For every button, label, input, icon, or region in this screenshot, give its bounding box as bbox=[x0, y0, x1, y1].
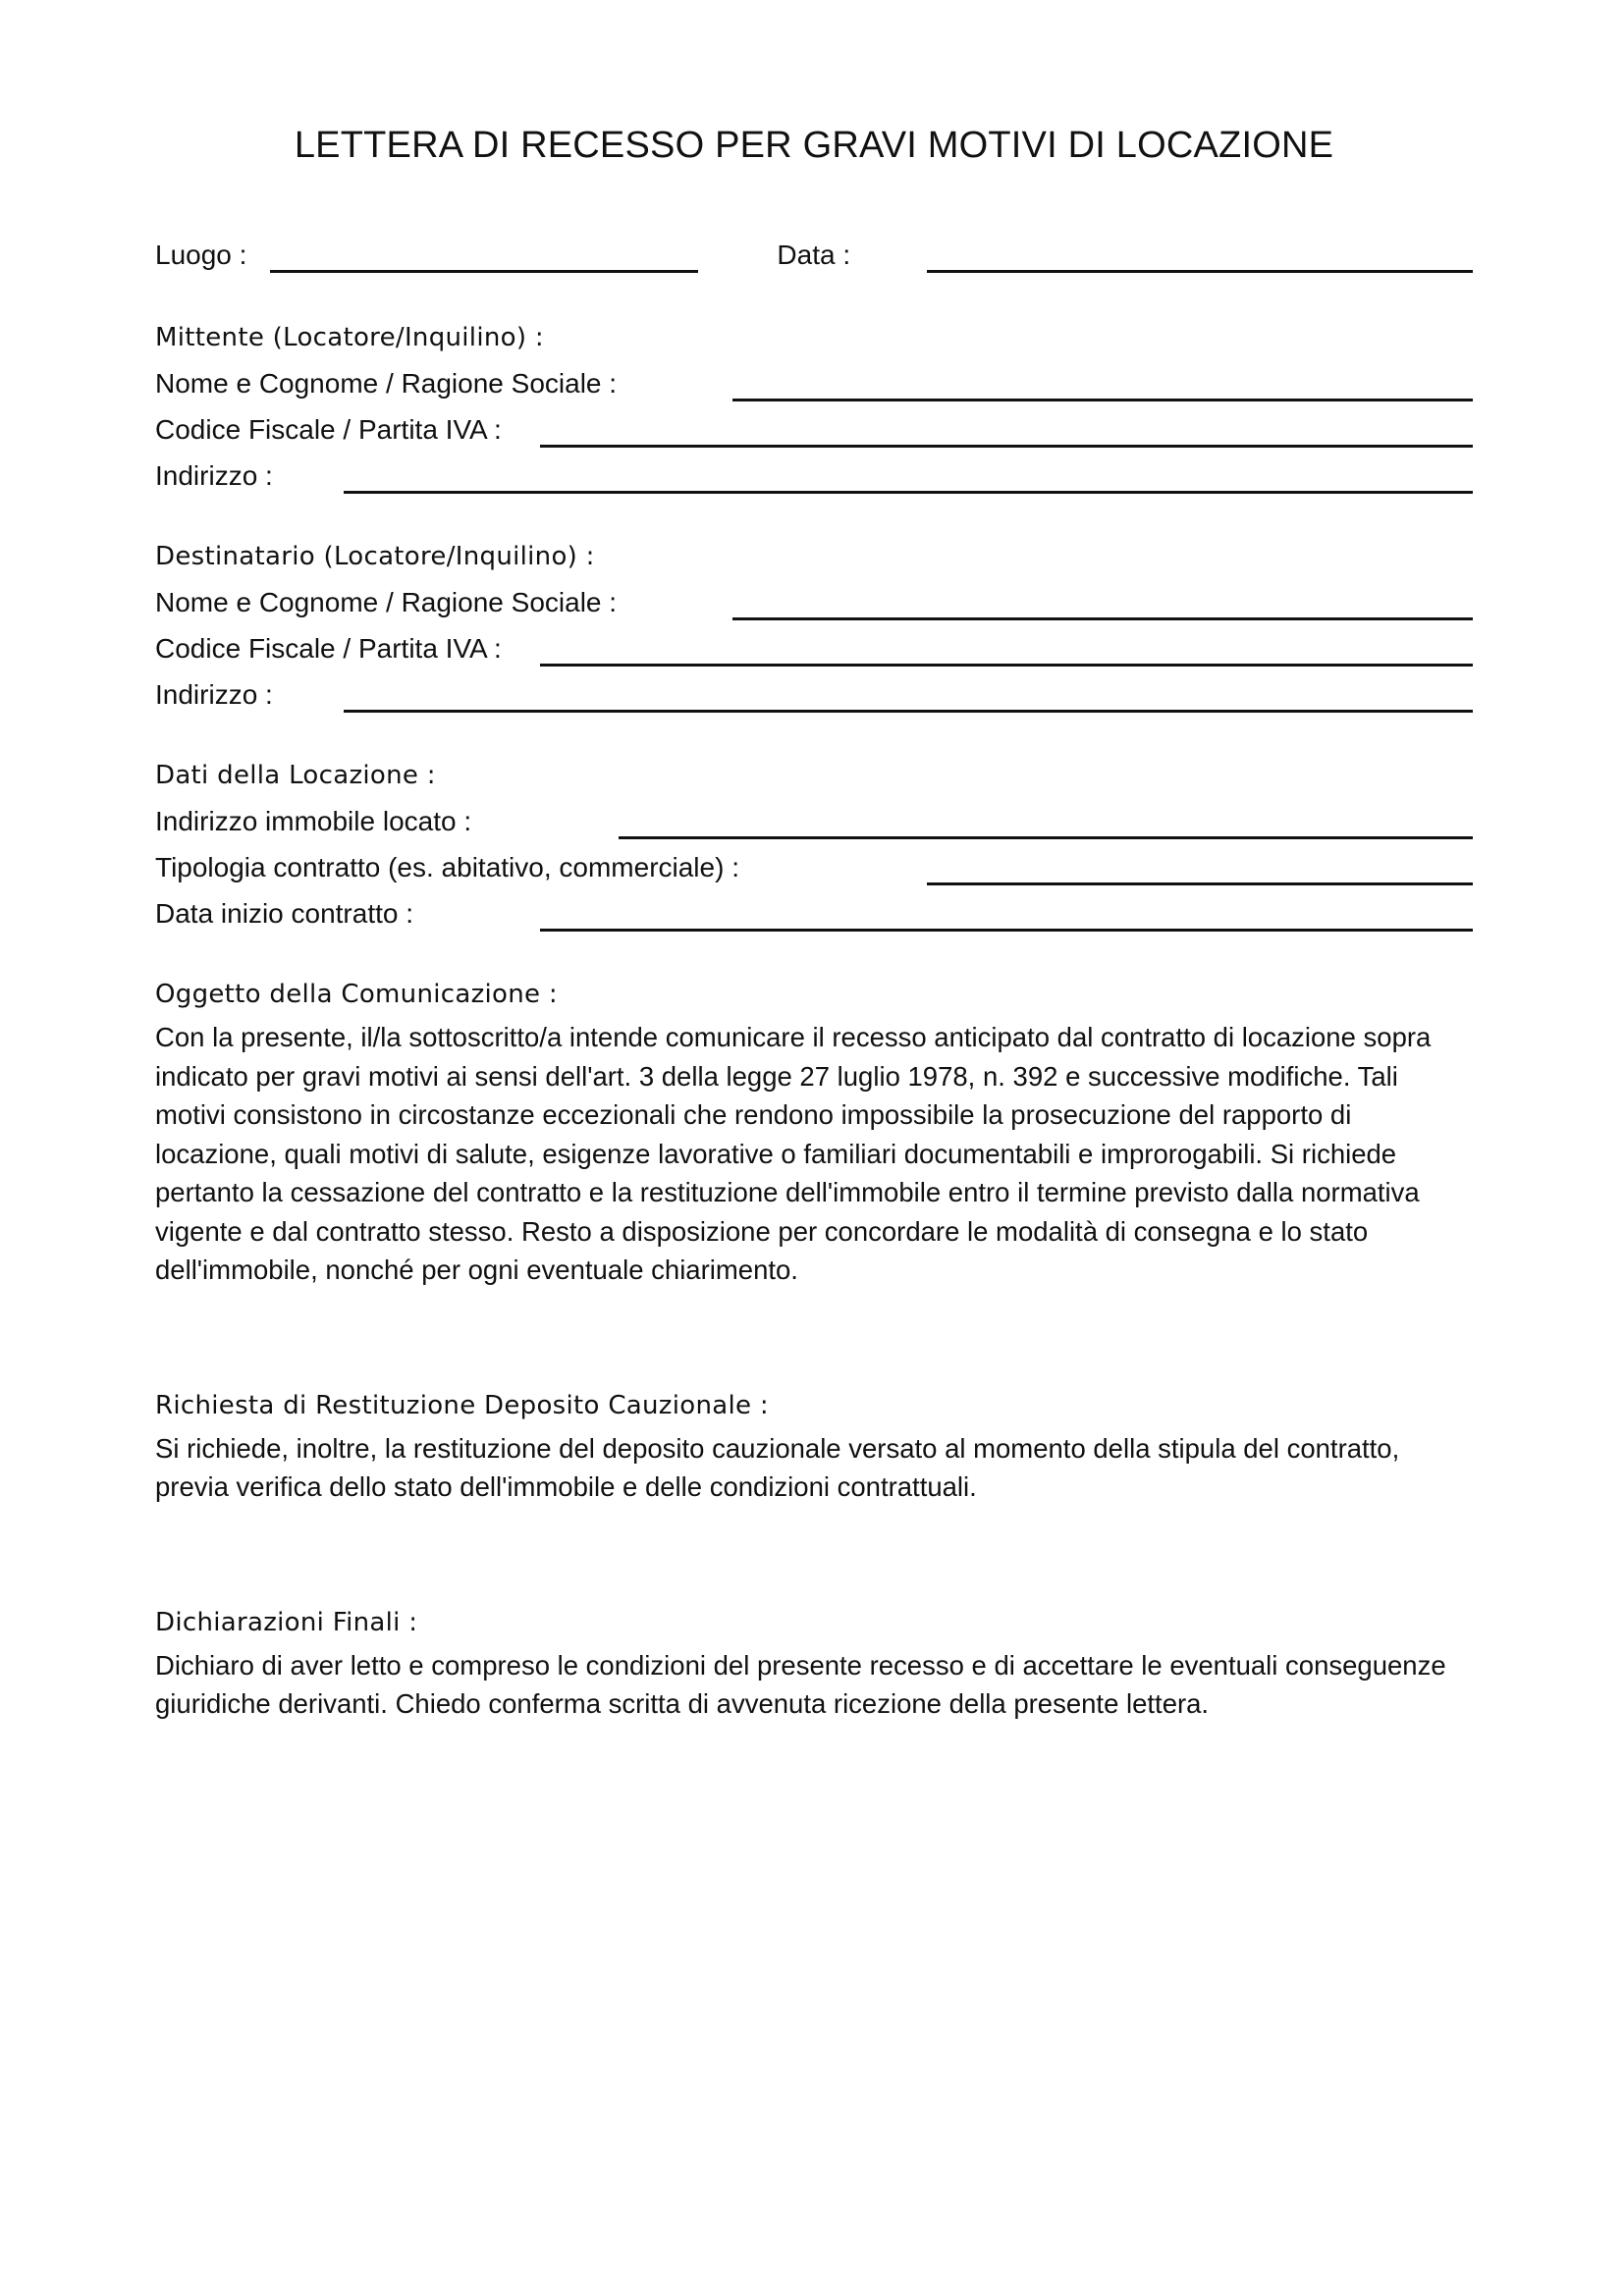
place-field[interactable] bbox=[270, 270, 698, 273]
subject-section bbox=[155, 977, 1473, 1290]
recipient-section bbox=[155, 539, 1473, 713]
deposit-body: Si richiede, inoltre, la restituzione del deposito cauzionale versato al momento della stipula del contratto, previa verifica dello stato dell'immobile e delle condizioni contrattuali. bbox=[155, 1432, 1400, 1502]
sender-address-field[interactable] bbox=[344, 491, 1473, 494]
recipient-name-label: Nome e Cognome / Ragione Sociale : bbox=[155, 587, 618, 617]
place-date-row bbox=[155, 230, 1473, 273]
place-label: Luogo : bbox=[155, 240, 247, 270]
sender-tax-label: Codice Fiscale / Partita IVA : bbox=[155, 414, 502, 445]
subject-heading: Oggetto della Comunicazione : bbox=[155, 980, 558, 1009]
final-heading: Dichiarazioni Finali : bbox=[155, 1607, 418, 1637]
sender-name-field[interactable] bbox=[732, 399, 1473, 401]
final-body: Dichiaro di aver letto e compreso le condizioni del presente recesso e di accettare le eventuali conseguenze giuridiche derivanti. Chiedo conferma scritta di avvenuta ricezione della presente lettera. bbox=[155, 1649, 1446, 1719]
subject-body: Con la presente, il/la sottoscritto/a intende comunicare il recesso anticipato dal contratto di locazione sopra indicato per gravi motivi ai sensi dell'art. 3 della legge 27 luglio 1978, n. 392 e successive modifiche. Tali motivi consistono in circostanze eccezionali che rendono impossibile la prosecuzione del rapporto di locazione, quali motivi di salute, esigenze lavorative o familiari documentabili e improrogabili. Si richiede pertanto la cessazione del contratto e la restituzione dell'immobile entro il termine previsto dalla normativa vigente e dal contratto stesso. Resto a disposizione per concordare le modalità di consegna e lo stato dell'immobile, nonché per ogni eventuale chiarimento. bbox=[155, 1022, 1432, 1285]
sender-address-label: Indirizzo : bbox=[155, 460, 273, 491]
deposit-heading: Richiesta di Restituzione Deposito Cauzionale : bbox=[155, 1390, 769, 1420]
recipient-name-field[interactable] bbox=[732, 617, 1473, 620]
contract-type-label: Tipologia contratto (es. abitativo, commerciale) : bbox=[155, 852, 739, 882]
recipient-address-field[interactable] bbox=[344, 710, 1473, 713]
sender-name-label: Nome e Cognome / Ragione Sociale : bbox=[155, 368, 618, 399]
recipient-heading: Destinatario (Locatore/Inquilino) : bbox=[155, 542, 595, 571]
recipient-address-row bbox=[155, 667, 1473, 713]
sender-heading: Mittente (Locatore/Inquilino) : bbox=[155, 323, 544, 352]
sender-tax-field[interactable] bbox=[540, 445, 1473, 448]
lease-heading: Dati della Locazione : bbox=[155, 761, 436, 790]
sender-name-row bbox=[155, 355, 1473, 401]
property-address-field[interactable] bbox=[619, 836, 1473, 839]
sender-section bbox=[155, 320, 1473, 494]
property-address-row bbox=[155, 793, 1473, 839]
start-date-field[interactable] bbox=[540, 929, 1473, 932]
date-label: Data : bbox=[777, 240, 851, 270]
contract-type-field[interactable] bbox=[927, 882, 1473, 885]
recipient-address-label: Indirizzo : bbox=[155, 679, 273, 710]
deposit-section bbox=[155, 1388, 1473, 1507]
start-date-label: Data inizio contratto : bbox=[155, 898, 414, 929]
date-field[interactable] bbox=[927, 270, 1473, 273]
recipient-tax-field[interactable] bbox=[540, 664, 1473, 667]
recipient-tax-label: Codice Fiscale / Partita IVA : bbox=[155, 633, 502, 664]
sender-tax-row bbox=[155, 401, 1473, 448]
start-date-row bbox=[155, 885, 1473, 932]
document-title: LETTERA DI RECESSO PER GRAVI MOTIVI DI LOCAZIONE bbox=[294, 125, 1334, 166]
sender-address-row bbox=[155, 448, 1473, 494]
lease-section bbox=[155, 758, 1473, 932]
recipient-name-row bbox=[155, 574, 1473, 620]
recipient-tax-row bbox=[155, 620, 1473, 667]
final-section bbox=[155, 1605, 1473, 1724]
property-address-label: Indirizzo immobile locato : bbox=[155, 806, 472, 836]
contract-type-row bbox=[155, 839, 1473, 885]
